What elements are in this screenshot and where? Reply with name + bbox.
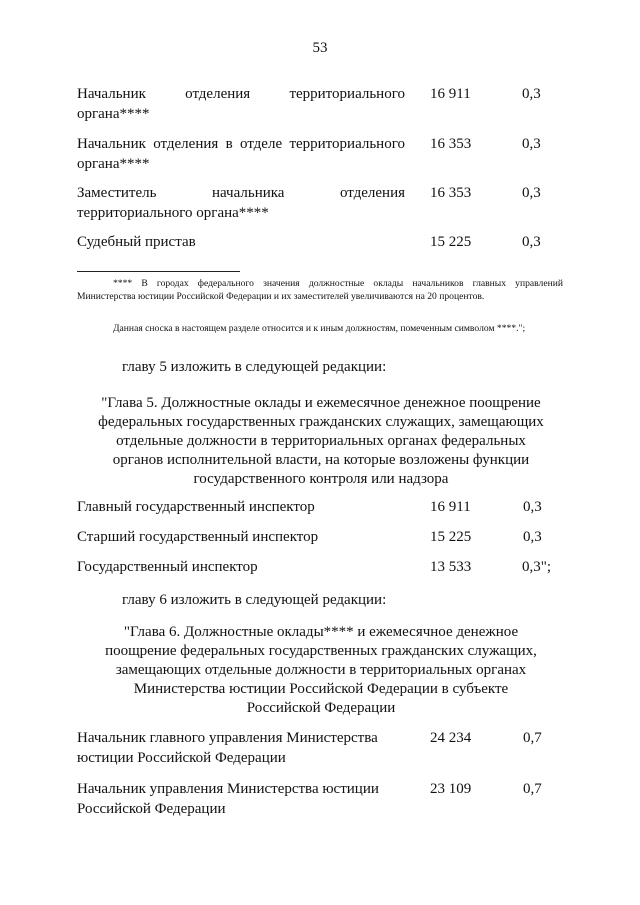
chapter-heading	[77, 623, 565, 718]
footnote-text: **** В городах федерального значения должностные оклады начальников главных управлений Министерства юстиции Российской Федерации и их заместителей увеличиваются на 20 процентов.	[77, 278, 563, 302]
coefficient-value: 0,7	[523, 730, 542, 746]
heading-line: отдельные должности в территориальных органах федеральных	[116, 433, 526, 449]
position-title: Начальник отделения территориального органа****	[77, 86, 405, 122]
position-title: Главный государственный инспектор	[77, 499, 315, 515]
salary-value: 16 911	[430, 86, 471, 102]
salary-value: 13 533	[430, 559, 472, 575]
salary-value: 16 353	[430, 136, 472, 152]
position-title: Начальник главного управления Министерства юстиции Российской Федерации	[77, 730, 378, 766]
footnote-separator	[77, 271, 240, 272]
position-title: Начальник отделения в отделе территориального органа****	[77, 136, 405, 172]
heading-line: государственного контроля или надзора	[193, 471, 449, 487]
heading-line: "Глава 6. Должностные оклады**** и ежемесячное денежное	[123, 624, 519, 640]
coefficient-value: 0,7	[523, 781, 542, 797]
heading-line: Министерства юстиции Российской Федерации в субъекте	[133, 681, 509, 697]
salary-value: 15 225	[430, 234, 472, 250]
heading-line: "Глава 5. Должностные оклады и ежемесячное денежное поощрение	[101, 395, 541, 411]
salary-value: 16 911	[430, 499, 471, 515]
page-number: 53	[312, 40, 328, 56]
coefficient-value: 0,3	[522, 234, 541, 250]
chapter-heading	[77, 394, 565, 489]
salary-value: 15 225	[430, 529, 472, 545]
position-title: Государственный инспектор	[77, 559, 258, 575]
position-title: Судебный пристав	[77, 234, 196, 250]
amendment-instruction: главу 6 изложить в следующей редакции:	[122, 592, 387, 608]
salary-value: 16 353	[430, 185, 472, 201]
heading-line: замещающих отдельные должности в территориальных органах	[115, 662, 527, 678]
heading-line: федеральных государственных гражданских служащих, замещающих	[98, 414, 544, 430]
amendment-instruction: главу 5 изложить в следующей редакции:	[122, 359, 387, 375]
position-title: Начальник управления Министерства юстиции Российской Федерации	[77, 781, 379, 817]
position-title: Старший государственный инспектор	[77, 529, 319, 545]
coefficient-value: 0,3";	[522, 559, 552, 575]
heading-line: Российской Федерации	[246, 700, 396, 716]
position-title: Заместитель начальника отделения территориального органа****	[77, 185, 405, 221]
coefficient-value: 0,3	[522, 136, 541, 152]
salary-value: 24 234	[430, 730, 472, 746]
salary-value: 23 109	[430, 781, 472, 797]
footnote-text: Данная сноска в настоящем разделе относится и к иным должностям, помеченным символом ****.";	[113, 323, 526, 334]
coefficient-value: 0,3	[523, 529, 542, 545]
coefficient-value: 0,3	[522, 185, 541, 201]
coefficient-value: 0,3	[523, 499, 542, 515]
coefficient-value: 0,3	[522, 86, 541, 102]
heading-line: органов исполнительной власти, на которые возложены функции	[112, 452, 530, 468]
heading-line: поощрение федеральных государственных гражданских служащих,	[105, 643, 537, 659]
